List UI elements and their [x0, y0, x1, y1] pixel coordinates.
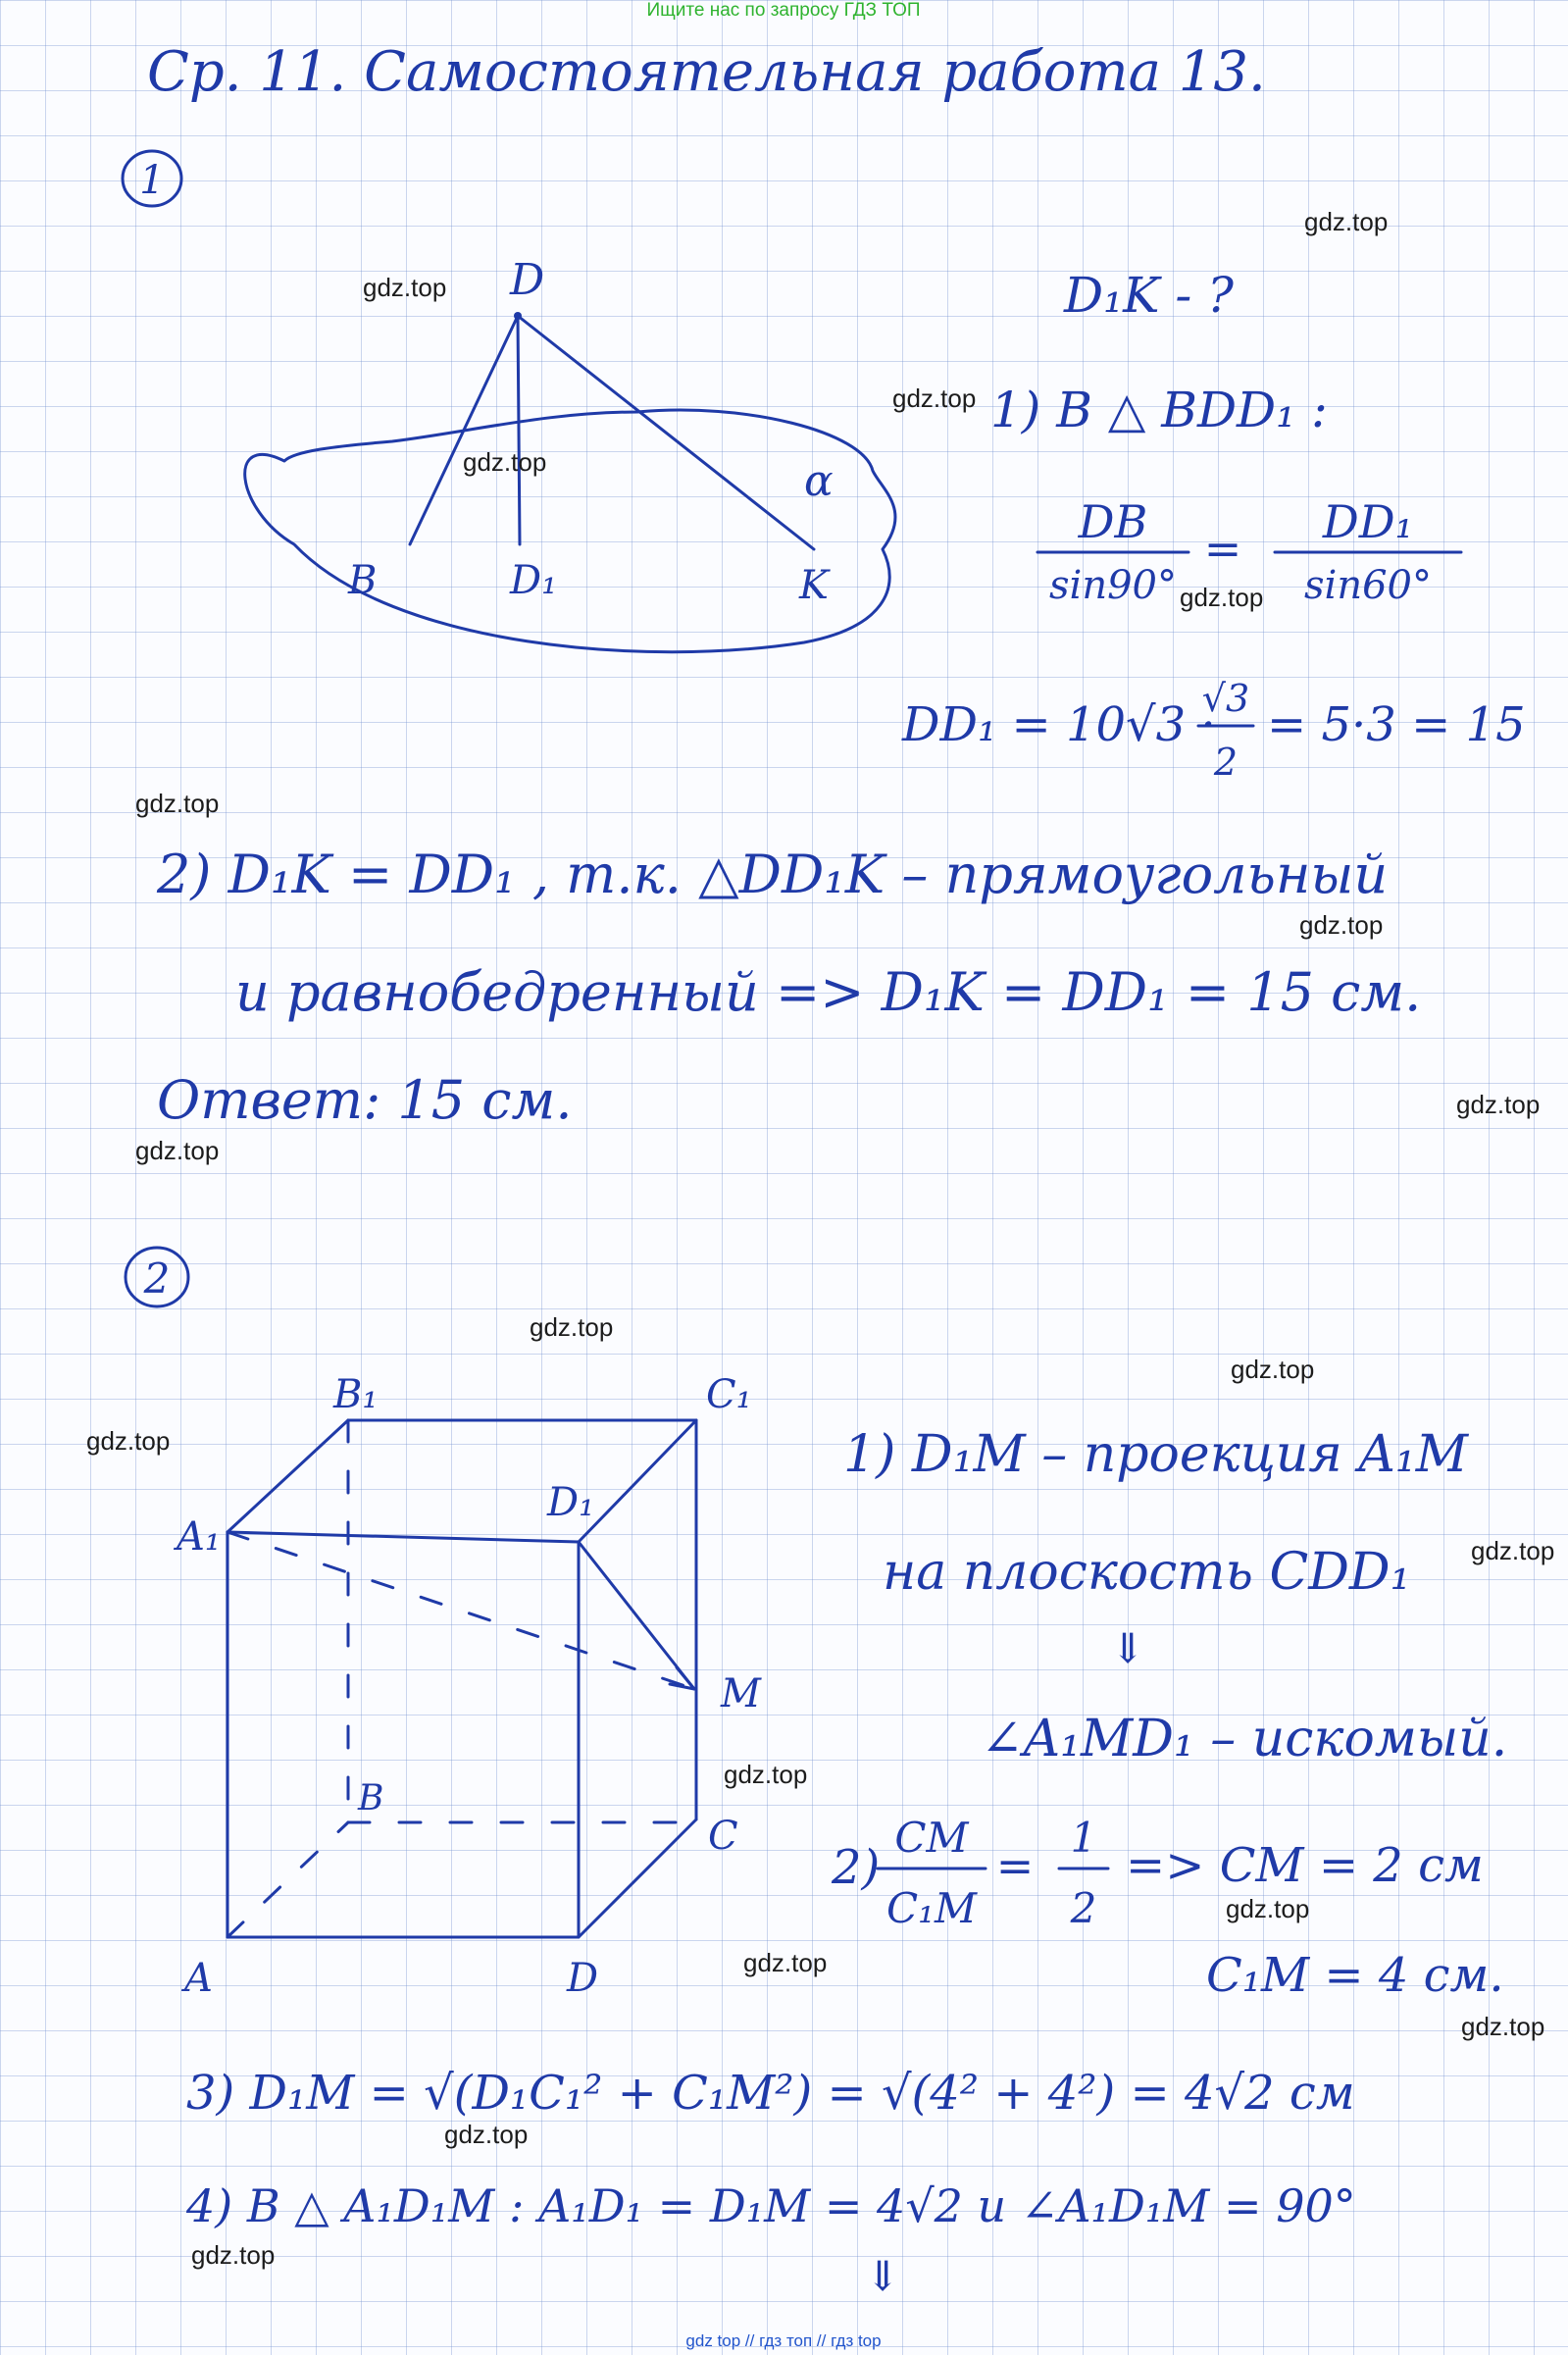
- watermark: gdz.top: [724, 1760, 808, 1789]
- watermark: gdz.top: [1304, 207, 1389, 236]
- label-D1: D₁: [510, 558, 558, 603]
- edge-AB-hidden: [228, 1822, 348, 1937]
- p2-step2-result2: C₁M = 4 см.: [1206, 1948, 1504, 2003]
- watermark: gdz.top: [743, 1948, 828, 1977]
- p1-step1: 1) В △ BDD₁ :: [990, 382, 1328, 438]
- cube-front-face: [228, 1532, 579, 1937]
- p1-step2-line2: и равнобедренный => D₁K = DD₁ = 15 см.: [235, 961, 1422, 1023]
- segment-DK: [518, 316, 814, 549]
- watermark: gdz.top: [1231, 1355, 1315, 1384]
- p1-answer: Ответ: 15 см.: [157, 1069, 573, 1131]
- p2-step4: 4) В △ A₁D₁M : A₁D₁ = D₁M = 4√2 и ∠A₁D₁M = 90°: [186, 2179, 1356, 2232]
- watermark: gdz.top: [86, 1426, 171, 1456]
- problem1-number-circle: [123, 151, 181, 206]
- label-A1: A₁: [177, 1514, 221, 1560]
- p1-step2-line1: 2) D₁K = DD₁ , т.к. △DD₁K – прямоугольный: [157, 844, 1389, 905]
- edge-A1B1: [228, 1420, 348, 1532]
- p2-step1-arrow: ⇓: [1110, 1624, 1145, 1672]
- watermark: gdz.top: [1461, 2012, 1545, 2041]
- label-A: A: [184, 1956, 213, 2001]
- label-K: K: [799, 563, 829, 608]
- label-D: D: [567, 1956, 599, 2001]
- p2-step2-label: 2): [832, 1840, 881, 1895]
- page-header: Ср. 11. Самостоятельная работа 13.: [147, 40, 1266, 104]
- watermark: gdz.top: [463, 447, 547, 477]
- label-D1: D₁: [547, 1480, 595, 1525]
- arrow-tip-M: [670, 1667, 694, 1689]
- p1-calc-right: = 5·3 = 15: [1267, 697, 1526, 752]
- watermark: gdz.top: [1471, 1536, 1555, 1565]
- plane-alpha-outline: [245, 410, 895, 652]
- p2-step2: [831, 1814, 1484, 1932]
- label-B1: B₁: [333, 1372, 379, 1417]
- p1-frac1-num: DB: [1078, 495, 1148, 548]
- watermark: gdz.top: [530, 1312, 614, 1342]
- p2-step3: 3) D₁M = √(D₁C₁² + C₁M²) = √(4² + 4²) = 4√2 см: [186, 2066, 1355, 2121]
- p1-calc-left: DD₁ = 10√3 ·: [902, 697, 1216, 752]
- watermark: gdz.top: [363, 273, 447, 302]
- watermark: gdz.top: [444, 2120, 529, 2149]
- label-C: C: [708, 1814, 738, 1859]
- point-D: [514, 312, 522, 320]
- problem1-number: 1: [139, 158, 165, 203]
- watermark: gdz.top: [1456, 1090, 1541, 1119]
- p1-calc: [901, 677, 1526, 784]
- edge-DC: [579, 1819, 696, 1937]
- problem2-number-circle: [126, 1248, 188, 1306]
- label-D: D: [510, 255, 545, 305]
- watermark: gdz.top: [135, 789, 220, 818]
- p2-step2-frac-den: C₁M: [886, 1884, 977, 1932]
- watermark: gdz.top: [1299, 910, 1384, 940]
- label-B: B: [348, 558, 378, 603]
- p1-ratio-equals: =: [1203, 522, 1242, 575]
- p1-find: D₁K - ?: [1064, 267, 1234, 324]
- segment-DD1: [518, 316, 520, 544]
- label-C1: C₁: [706, 1372, 752, 1417]
- p2-step2-eq: =: [995, 1839, 1035, 1892]
- watermark: gdz.top: [1226, 1894, 1310, 1923]
- p1-frac1-den: sin90°: [1049, 563, 1177, 608]
- segment-A1M: [228, 1532, 694, 1689]
- watermark: gdz.top: [191, 2240, 276, 2270]
- top-banner: Ищите нас по запросу ГДЗ ТОП: [646, 0, 921, 21]
- p2-step1-line3: ∠A₁MD₁ – искомый.: [981, 1710, 1508, 1768]
- label-alpha: α: [804, 456, 834, 506]
- p2-step1-line1: 1) D₁M – проекция A₁M: [843, 1425, 1469, 1484]
- p1-calc-frac-num: √3: [1201, 677, 1250, 720]
- problem1-figure: [245, 255, 895, 652]
- edge-D1C1: [579, 1420, 696, 1542]
- p1-frac2-den: sin60°: [1304, 563, 1432, 608]
- watermark: gdz.top: [135, 1136, 220, 1165]
- p2-step4-arrow: ⇓: [865, 2252, 900, 2300]
- problem2-number: 2: [143, 1254, 171, 1303]
- watermark: gdz.top: [1180, 583, 1264, 612]
- bottom-banner: gdz top // гдз топ // гдз top: [685, 2331, 882, 2350]
- segment-DB: [410, 316, 518, 544]
- label-M: M: [721, 1671, 761, 1716]
- p2-step2-frac2-den: 2: [1070, 1884, 1097, 1932]
- p2-step1-line2: на плоскость CDD₁: [883, 1543, 1411, 1602]
- p2-step2-frac2-num: 1: [1070, 1814, 1097, 1862]
- p1-frac2-num: DD₁: [1322, 495, 1414, 548]
- problem2-cube: [173, 1372, 762, 2001]
- label-B: B: [358, 1778, 384, 1818]
- watermark: gdz.top: [892, 384, 977, 413]
- p2-step2-frac-num: CM: [894, 1814, 969, 1862]
- p1-calc-frac-den: 2: [1213, 741, 1239, 784]
- p2-step2-result1: => CM = 2 см: [1126, 1838, 1484, 1893]
